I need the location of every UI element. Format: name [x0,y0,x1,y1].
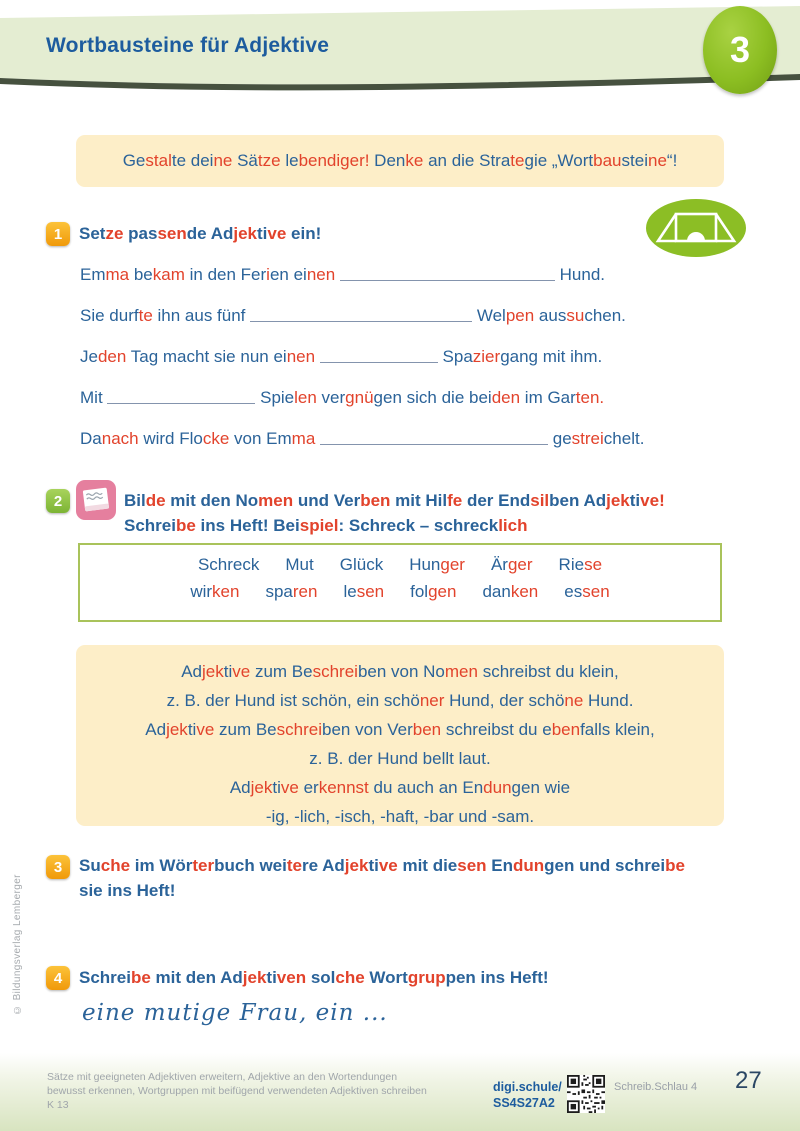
text-segment: te [138,306,153,325]
info-line [76,773,724,802]
exercise1-title [79,224,321,244]
info-line [76,686,724,715]
text-segment: im Wör [130,856,193,875]
text-segment: kam [152,265,185,284]
text-segment: Glück [339,555,384,574]
word-bank-box [78,543,722,622]
text-segment: mit den Ad [150,968,243,987]
info-line [76,715,724,744]
footer-competency-line1: Sätze mit geeigneten Adjektiven erweitern, Adjektive an den Wortendungen [47,1071,398,1083]
text-segment: ve [232,662,251,681]
exercise2-number: 2 [53,492,63,510]
text-segment: schrei [312,662,358,681]
text-segment: gang mit ihm. [500,347,603,366]
text-segment: gie „Wort [524,151,594,170]
fill-in-blank-line [107,390,255,404]
text-segment: tze [257,151,281,170]
text-segment: ins Heft! Bei [195,516,300,535]
text-segment: ne [213,151,233,170]
word-item [285,555,313,575]
text-segment: im Gar [520,388,576,407]
text-segment: zum Be [250,662,313,681]
text-segment: ve! [640,491,665,510]
text-segment: ver [316,388,346,407]
text-segment: ma [105,265,130,284]
exercise2-title-line2 [124,513,734,538]
text-segment: ve [378,856,398,875]
exercise2-number-badge [46,489,70,513]
text-segment: che [100,856,131,875]
text-segment: ein! [286,224,322,243]
copyright-text: © Bildungsverlag Lemberger [12,874,23,1015]
text-segment: an die Stra [423,151,511,170]
text-segment: be [129,265,153,284]
text-segment: Rie [558,555,585,574]
text-segment: ten. [575,388,605,407]
word-item [340,555,383,575]
word-item [564,582,609,602]
text-segment: -ig, -lich, -isch, -haft, -bar und -sam. [265,807,535,826]
text-segment: Schreck [197,555,260,574]
text-segment: dan [482,582,511,601]
text-segment: ma [291,429,316,448]
notebook-icon [76,480,116,520]
text-segment: schrei [276,720,322,739]
text-segment: ben [412,720,442,739]
text-segment: Spie [255,388,295,407]
exercise2-title-line1 [124,488,734,513]
text-segment: : Schreck – schreck [338,516,499,535]
text-segment: den [491,388,521,407]
text-segment: Hund, der schö [444,691,565,710]
footer-competency-line2: bewusst erkennen, Wortgruppen mit beifügend verwendeten Adjektiven schreiben [47,1085,427,1097]
exercise3-number-badge [46,855,70,879]
text-segment: te [286,856,302,875]
text-segment: ne [647,151,667,170]
text-segment: ti [272,778,281,797]
text-segment: de Ad [186,224,234,243]
text-segment: ti [257,224,268,243]
text-segment: lich [498,516,528,535]
exercise3-number: 3 [53,858,63,876]
text-segment: Mit [80,388,108,407]
text-segment: gen und schrei [544,856,666,875]
text-segment: zum Be [214,720,277,739]
text-segment: gen sich die bei [373,388,492,407]
text-segment: schreibst du klein, [477,662,619,681]
text-segment: ken [510,582,539,601]
text-segment: ne [564,691,584,710]
text-segment: grup [407,968,446,987]
text-segment: du auch an En [368,778,484,797]
text-segment: dun [483,778,512,797]
text-segment: Ad [181,662,203,681]
text-segment: “! [666,151,678,170]
text-segment: es [564,582,583,601]
text-segment: sen [356,582,385,601]
text-segment: Schrei [79,968,131,987]
fill-in-blank-line [340,267,555,281]
word-bank-row-nouns [80,555,720,575]
text-segment: ter [192,856,215,875]
text-segment: buch wei [214,856,287,875]
text-segment: zier [472,347,501,366]
word-item [198,555,259,575]
text-segment: aus [534,306,567,325]
text-segment: gen [428,582,457,601]
text-segment: Bil [124,491,146,510]
exercise1-sentence-1 [80,265,605,285]
text-segment: mit die [397,856,458,875]
text-segment: z. B. der Hund ist schön, ein schö [166,691,420,710]
exercise4-number: 4 [53,969,63,987]
text-segment: mit den No [165,491,259,510]
exercise1-sentence-3 [80,347,602,367]
text-segment: ihn aus fünf [152,306,251,325]
word-item [482,582,538,602]
text-segment: ner [419,691,445,710]
text-segment: Hun [409,555,441,574]
text-segment: nen [286,347,316,366]
text-segment: Je [80,347,98,366]
text-segment: schreibst du e [441,720,552,739]
text-segment: le [280,151,299,170]
fill-in-blank-line [250,308,472,322]
text-segment: ke [405,151,424,170]
exercise1-number-badge [46,222,70,246]
text-segment: bendiger! [298,151,370,170]
text-segment: de [145,491,166,510]
text-segment: le [343,582,357,601]
text-segment: pen ins Heft! [445,968,549,987]
fill-in-blank-line [320,349,438,363]
text-segment: Den [369,151,406,170]
text-segment: ti [223,662,233,681]
text-segment: stei [621,151,648,170]
text-segment: cke [202,429,230,448]
text-segment: ve [196,720,215,739]
text-segment: chen. [584,306,626,325]
text-segment: jek [233,224,257,243]
text-segment: Wort [364,968,408,987]
text-segment: su [566,306,585,325]
info-line [76,657,724,686]
text-segment: be [130,968,151,987]
text-segment: sen [457,856,487,875]
text-segment: sil [530,491,550,510]
digi-schule-link [493,1079,562,1111]
text-segment: ven [276,968,307,987]
text-segment: Hund. [554,265,606,284]
text-segment: ger [507,555,533,574]
text-segment: pas [123,224,158,243]
word-item [410,582,456,602]
text-segment: Sä [232,151,258,170]
fill-in-blank-line [320,431,548,445]
text-segment: kennst [318,778,369,797]
word-item [491,555,533,575]
text-segment: in den Fer [184,265,267,284]
handwriting-example: eine mutige Frau, ein ... [82,1000,388,1026]
text-segment: jek [344,856,369,875]
text-segment: ben [360,491,391,510]
text-segment: gnü [345,388,374,407]
text-segment: Su [79,856,101,875]
text-segment: spiel [299,516,339,535]
text-segment: sen [582,582,610,601]
text-segment: ve [267,224,287,243]
word-item [190,582,239,602]
text-segment: Ad [229,778,251,797]
exercise1-sentence-2 [80,306,626,326]
text-segment: ti [266,968,277,987]
text-segment: Ge [122,151,146,170]
text-segment: Wel [472,306,506,325]
text-segment: Em [80,265,106,284]
text-segment: che [335,968,365,987]
text-segment: gen wie [511,778,571,797]
text-segment: ze [105,224,124,243]
digi-schule-line2: SS4S27A2 [493,1096,555,1110]
text-segment: chelt. [603,429,645,448]
word-bank-row-verbs [80,582,720,602]
text-segment: Är [490,555,508,574]
text-segment: i [266,265,270,284]
text-segment: ti [368,856,379,875]
text-segment: nen [306,265,336,284]
text-segment: den [97,347,127,366]
text-segment: Tag macht sie nun ei [126,347,287,366]
page-number: 27 [735,1067,762,1094]
word-item [559,555,602,575]
text-segment: be [175,516,196,535]
text-segment: der End [462,491,531,510]
exercise2-title [124,488,734,538]
text-segment: jek [606,491,630,510]
text-segment: ti [629,491,641,510]
goal-icon [645,198,747,258]
text-segment: re Ad [301,856,345,875]
text-segment: ben [551,720,581,739]
word-item [343,582,384,602]
exercise4-title [79,965,739,990]
exercise3-title [79,853,739,903]
series-label: Schreib.Schlau 4 [614,1081,698,1093]
text-segment: be [665,856,685,875]
strategy-hint-text [123,151,678,171]
text-segment: z. B. der Hund bellt laut. [309,749,491,768]
text-segment: te [510,151,525,170]
footer-competency-line3: K 13 [47,1099,69,1111]
unit-number-badge [703,6,777,94]
exercise1-number: 1 [53,225,63,243]
text-segment: Mut [285,555,314,574]
text-segment: er [298,778,319,797]
exercise3-title-line1 [79,853,739,878]
text-segment: strei [571,429,604,448]
text-segment: Ad [145,720,167,739]
exercise1-sentence-5 [80,429,644,449]
text-segment: ti [187,720,197,739]
word-item [265,582,317,602]
text-segment: dun [513,856,545,875]
info-line [76,744,724,773]
text-segment: pen [505,306,535,325]
text-segment: jek [250,778,273,797]
text-segment: ben von Ver [322,720,413,739]
text-segment: sen [157,224,187,243]
text-segment: Set [79,224,106,243]
text-segment: fol [410,582,429,601]
text-segment: bau [593,151,622,170]
text-segment: en ei [269,265,307,284]
text-segment: sie ins Heft! [79,881,176,900]
footer-competency-text [47,1070,427,1112]
text-segment: ren [292,582,318,601]
digi-schule-line1: digi.schule/ [493,1080,562,1094]
text-segment: wird Flo [138,429,203,448]
text-segment: men [258,491,294,510]
unit-number: 3 [729,29,751,70]
exercise3-title-line2 [79,878,739,903]
text-segment: ge [548,429,572,448]
page-title: Wortbausteine für Adjektive [46,34,330,57]
text-segment: len [294,388,317,407]
text-segment: ve [280,778,299,797]
text-segment: falls klein, [580,720,655,739]
text-segment: ger [440,555,465,574]
text-segment: fe [447,491,463,510]
strategy-hint-box [76,135,724,187]
text-segment: Sie durf [80,306,139,325]
text-segment: Da [80,429,102,448]
text-segment: stal [145,151,172,170]
text-segment: nach [101,429,139,448]
text-segment: men [444,662,478,681]
text-segment: spa [265,582,293,601]
text-segment: Schrei [124,516,176,535]
text-segment: ben von No [357,662,445,681]
text-segment: jek [242,968,267,987]
text-segment: und Ver [293,491,361,510]
text-segment: wir [190,582,213,601]
text-segment: jek [166,720,188,739]
text-segment: von Em [229,429,292,448]
grammar-info-box [76,645,724,826]
text-segment: Hund. [583,691,634,710]
exercise1-sentence-4 [80,388,604,408]
text-segment: se [584,555,603,574]
text-segment: jek [202,662,224,681]
text-segment: ben Ad [549,491,607,510]
info-line [76,802,724,831]
text-segment: En [486,856,514,875]
text-segment: mit Hil [390,491,448,510]
text-segment: te dei [171,151,214,170]
qr-code [567,1075,605,1113]
text-segment: Spa [437,347,473,366]
word-item [409,555,465,575]
exercise4-number-badge [46,966,70,990]
text-segment: ken [212,582,240,601]
text-segment: sol [306,968,336,987]
